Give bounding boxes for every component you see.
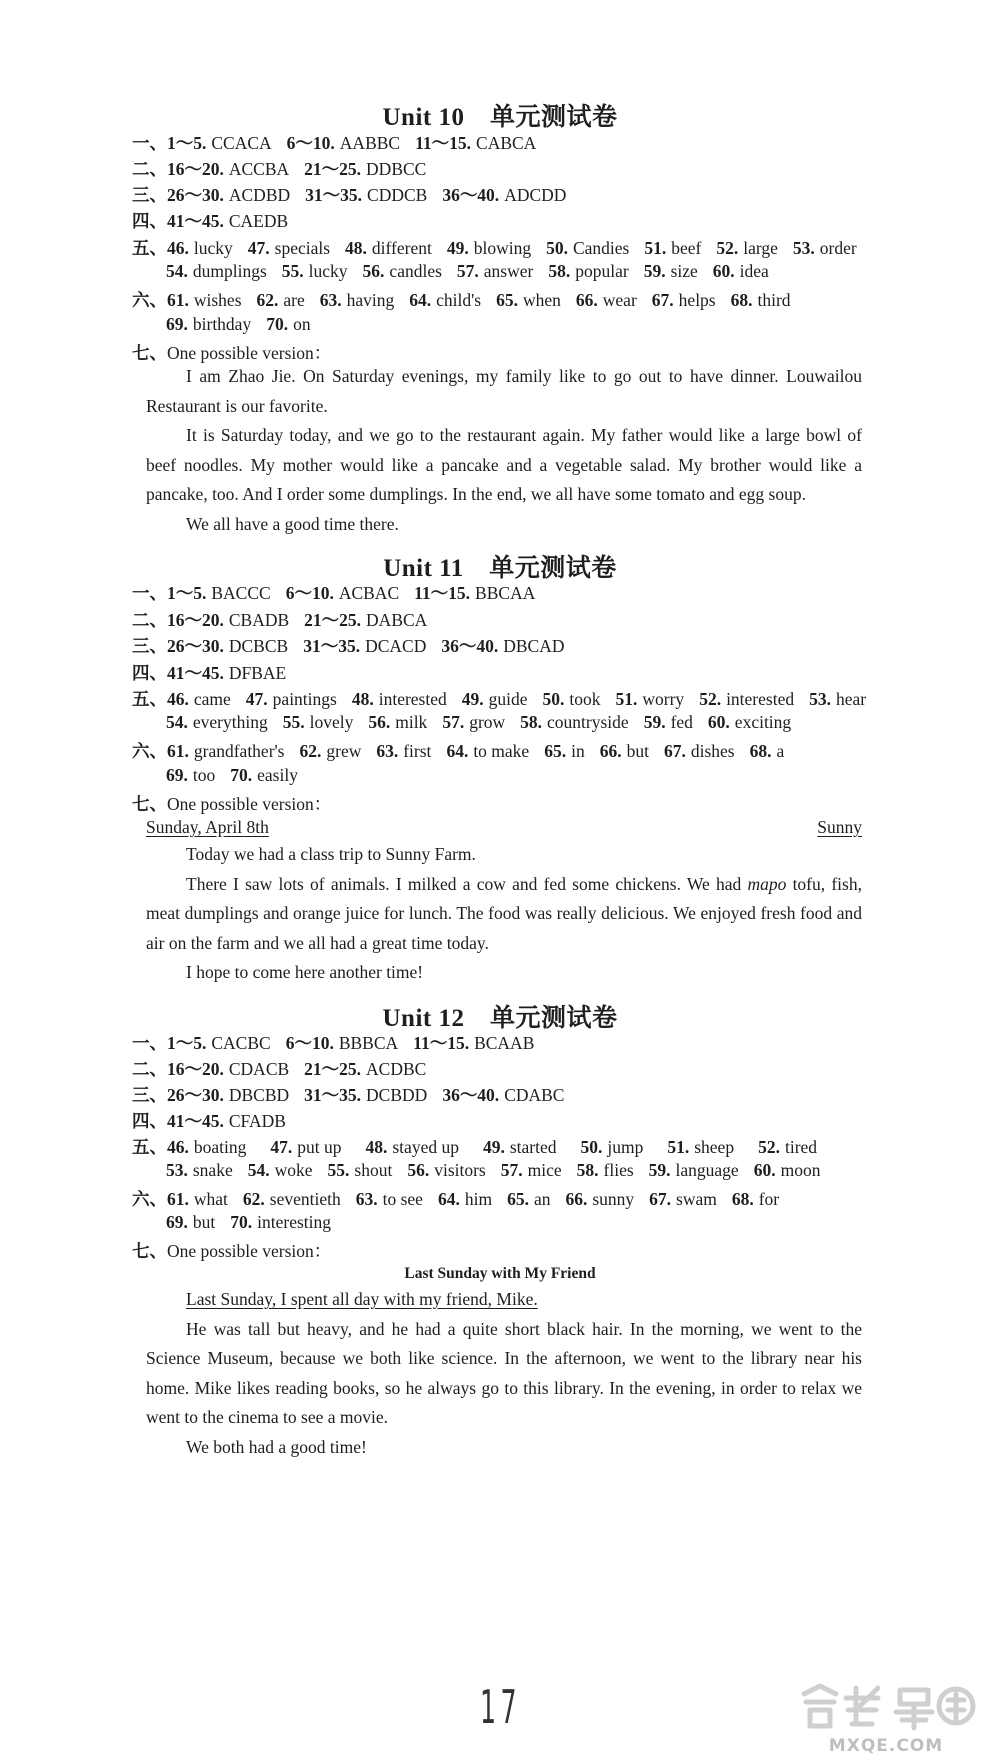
unit-11-section-6: 六、61. grandfather's 62. grew 63. first 64. to make 65. in 66. but 67. dishes 68. a <box>132 741 785 761</box>
unit-10-section-6-cont: 69. birthday 70. on <box>166 314 311 334</box>
unit-10-section-1: 一、1～5. CCACA 6～10. AABBC 11～15. CABCA <box>132 133 537 153</box>
unit-11-diary-header <box>146 817 862 838</box>
unit-10-section-3: 三、26～30. ACDBD 31～35. CDDCB 36～40. ADCDD <box>132 185 567 205</box>
watermark-logo-icon <box>796 1680 976 1732</box>
unit-11-title: Unit 11 单元测试卷 <box>383 555 617 582</box>
unit-12-section-7-intro: 七、One possible version： <box>132 1241 332 1261</box>
essay-paragraph: I am Zhao Jie. On Saturday evenings, my family like to go out to have dinner. Louwailou Restaurant is our favorite. <box>146 366 862 416</box>
unit-11-section-4: 四、41～45. DFBAE <box>132 663 287 683</box>
unit-12-section-1: 一、1～5. CACBC 6～10. BBBCA 11～15. BCAAB <box>132 1033 535 1053</box>
unit-12-essay <box>146 1285 862 1462</box>
unit-11-section-3: 三、26～30. DCBCB 31～35. DCACD 36～40. DBCAD <box>132 636 565 656</box>
unit-10-section-7-intro: 七、One possible version： <box>132 343 332 363</box>
unit-11-section-1: 一、1～5. BACCC 6～10. ACBAC 11～15. BBCAA <box>132 583 536 603</box>
unit-11-essay <box>146 840 862 988</box>
essay-paragraph: I hope to come here another time! <box>186 962 424 982</box>
page-number: 17 <box>480 1680 522 1734</box>
essay-paragraph: Today we had a class trip to Sunny Farm. <box>186 844 476 864</box>
unit-11-section-5-cont: 54. everything 55. lovely 56. milk 57. grow 58. countryside 59. fed 60. exciting <box>166 712 792 732</box>
unit-10-section-2: 二、16～20. ACCBA 21～25. DDBCC <box>132 159 427 179</box>
unit-10-section-5: 五、46. lucky 47. specials 48. different 49. blowing 50. Candies 51. beef 52. large 53. order <box>132 238 857 258</box>
unit-12-section-4: 四、41～45. CFADB <box>132 1111 286 1131</box>
unit-12-section-5: 五、46. boating 47. put up 48. stayed up 49. started 50. jump 51. sheep 52. tired <box>132 1137 818 1157</box>
essay-paragraph: It is Saturday today, and we go to the restaurant again. My father would like a large bowl of beef noodles. My mother would like a pancake and a vegetable salad. My brother would like a pancake, too. And I order some dumplings. In the end, we all have some tomato and egg soup. <box>146 425 862 504</box>
unit-10-section-6: 六、61. wishes 62. are 63. having 64. child's 65. when 66. wear 67. helps 68. third <box>132 290 791 310</box>
essay-paragraph: There I saw lots of animals. I milked a cow and fed some chickens. We had mapo tofu, fish, meat dumplings and orange juice for lunch. The food was really delicious. We enjoyed fresh food and air on the farm and we all had a great time today. <box>146 873 862 953</box>
unit-10-title: Unit 10 单元测试卷 <box>382 104 618 131</box>
essay-paragraph: We both had a good time! <box>186 1436 367 1457</box>
unit-12-title: Unit 12 单元测试卷 <box>382 1005 618 1032</box>
essay-paragraph: We all have a good time there. <box>186 513 399 534</box>
unit-10-section-5-cont: 54. dumplings 55. lucky 56. candles 57. answer 58. popular 59. size 60. idea <box>166 261 769 281</box>
unit-11-section-2: 二、16～20. CBADB 21～25. DABCA <box>132 610 428 630</box>
unit-11-section-6-cont: 69. too 70. easily <box>166 765 298 785</box>
unit-11-section-5: 五、46. came 47. paintings 48. interested 49. guide 50. took 51. worry 52. interested 53. hear <box>132 689 867 709</box>
watermark-url: MXQE.COM <box>828 1736 944 1756</box>
diary-weather: Sunny <box>817 817 862 837</box>
unit-12-section-5-cont: 53. snake 54. woke 55. shout 56. visitors 57. mice 58. flies 59. language 60. moon <box>166 1160 821 1180</box>
watermark <box>786 1680 986 1756</box>
diary-date: Sunday, April 8th <box>146 817 269 837</box>
essay-first-line: Last Sunday, I spent all day with my friend, Mike. <box>186 1289 538 1309</box>
unit-12-section-6: 六、61. what 62. seventieth 63. to see 64. him 65. an 66. sunny 67. swam 68. for <box>132 1189 780 1209</box>
unit-12-section-2: 二、16～20. CDACB 21～25. ACDBC <box>132 1059 427 1079</box>
essay-title: Last Sunday with My Friend <box>404 1265 596 1282</box>
unit-12-section-6-cont: 69. but 70. interesting <box>166 1212 331 1232</box>
unit-10-essay <box>146 362 862 539</box>
essay-paragraph: He was tall but heavy, and he had a quite short black hair. In the morning, we went to the Science Museum, because we both like science. In the afternoon, we went to the library near his home. Mike likes reading books, so he always go to this library. In the evening, in order to relax we went to the cinema to see a movie. <box>146 1318 862 1427</box>
unit-11-section-7-intro: 七、One possible version： <box>132 794 332 814</box>
unit-12-section-3: 三、26～30. DBCBD 31～35. DCBDD 36～40. CDABC <box>132 1085 565 1105</box>
unit-10-section-4: 四、41～45. CAEDB <box>132 211 289 231</box>
